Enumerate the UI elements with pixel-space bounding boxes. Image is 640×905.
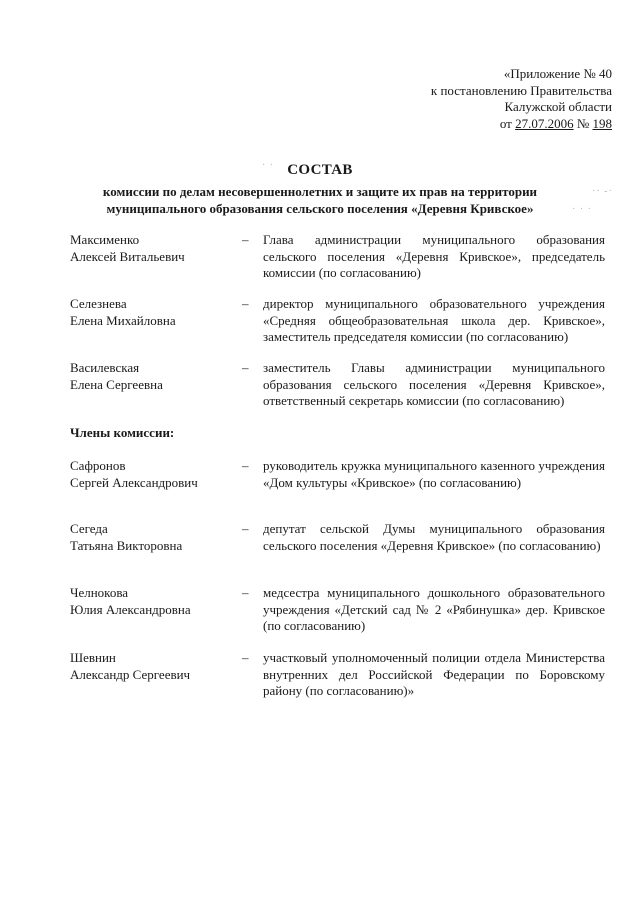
person-given-name: Александр Сергеевич — [70, 666, 191, 682]
person-name — [70, 521, 240, 554]
person-given-name: Елена Михайловна — [70, 312, 176, 328]
person-surname: Челнокова — [70, 585, 129, 600]
dash-separator: – — [242, 521, 249, 536]
scan-artifact: · · · — [572, 204, 592, 215]
person-name — [70, 232, 240, 265]
resolution-number: 198 — [592, 115, 612, 131]
dash-separator: – — [242, 232, 249, 247]
resolution-reference: к постановлению Правительства — [430, 82, 612, 98]
document-header — [431, 66, 612, 132]
date-prefix: от — [499, 115, 516, 131]
dash-separator: – — [242, 585, 249, 600]
person-role: директор муниципального образовательного учреждения «Средняя общеобразовательная школа дер. Кривское», заместитель председателя комиссии (по согласованию) — [263, 296, 605, 344]
person-surname: Василевская — [70, 360, 140, 375]
appendix-number: «Приложение № 40 — [503, 66, 612, 81]
person-given-name: Татьяна Викторовна — [70, 537, 183, 553]
resolution-date-line — [431, 116, 612, 133]
person-surname: Селезнева — [70, 296, 127, 311]
person-surname: Максименко — [70, 232, 140, 247]
person-surname: Сафронов — [70, 458, 126, 473]
person-given-name: Юлия Александровна — [70, 601, 191, 617]
person-role: медсестра муниципального дошкольного образовательного учреждения «Детский сад № 2 «Рябинушка» дер. Кривское (по согласованию) — [263, 585, 605, 633]
dash-separator: – — [242, 296, 249, 311]
subtitle-line-2: муниципального образования сельского поселения «Деревня Кривское» — [106, 201, 534, 216]
dash-separator: – — [242, 458, 249, 473]
region-name: Калужской области — [504, 99, 612, 114]
person-given-name: Сергей Александрович — [70, 474, 198, 490]
person-name — [70, 360, 240, 393]
person-role: заместитель Главы администрации муниципального образования сельского поселения «Деревня Кривское», ответственный секретарь комиссии (по согласованию) — [263, 360, 605, 408]
person-surname: Шевнин — [70, 650, 116, 665]
person-name — [70, 650, 240, 683]
document-title: СОСТАВ — [287, 162, 353, 178]
person-given-name: Елена Сергеевна — [70, 376, 163, 392]
person-name — [70, 458, 240, 491]
number-prefix: № — [573, 115, 593, 131]
person-role: руководитель кружка муниципального казенного учреждения «Дом культуры «Кривское» (по согласованию) — [263, 458, 605, 490]
subtitle-line-1: комиссии по делам несовершеннолетних и защите их прав на территории — [102, 184, 538, 199]
person-given-name: Алексей Витальевич — [70, 248, 185, 264]
resolution-date: 27.07.2006 — [515, 115, 574, 131]
person-name — [70, 585, 240, 618]
person-surname: Сегеда — [70, 521, 108, 536]
person-role: депутат сельской Думы муниципального образования сельского поселения «Деревня Кривское» (по согласованию) — [263, 521, 605, 553]
document-subtitle — [0, 183, 640, 217]
scan-artifact: ·· -· — [592, 186, 613, 197]
person-name — [70, 296, 240, 329]
person-role: Глава администрации муниципального образования сельского поселения «Деревня Кривское», председатель комиссии (по согласованию) — [263, 232, 605, 280]
members-heading: Члены комиссии: — [70, 425, 175, 440]
dash-separator: – — [242, 360, 249, 375]
dash-separator: – — [242, 650, 249, 665]
person-role: участковый уполномоченный полиции отдела Министерства внутренних дел Российской Федерации по Боровскому району (по согласованию)» — [263, 650, 605, 698]
scan-artifact: · · — [262, 160, 275, 171]
